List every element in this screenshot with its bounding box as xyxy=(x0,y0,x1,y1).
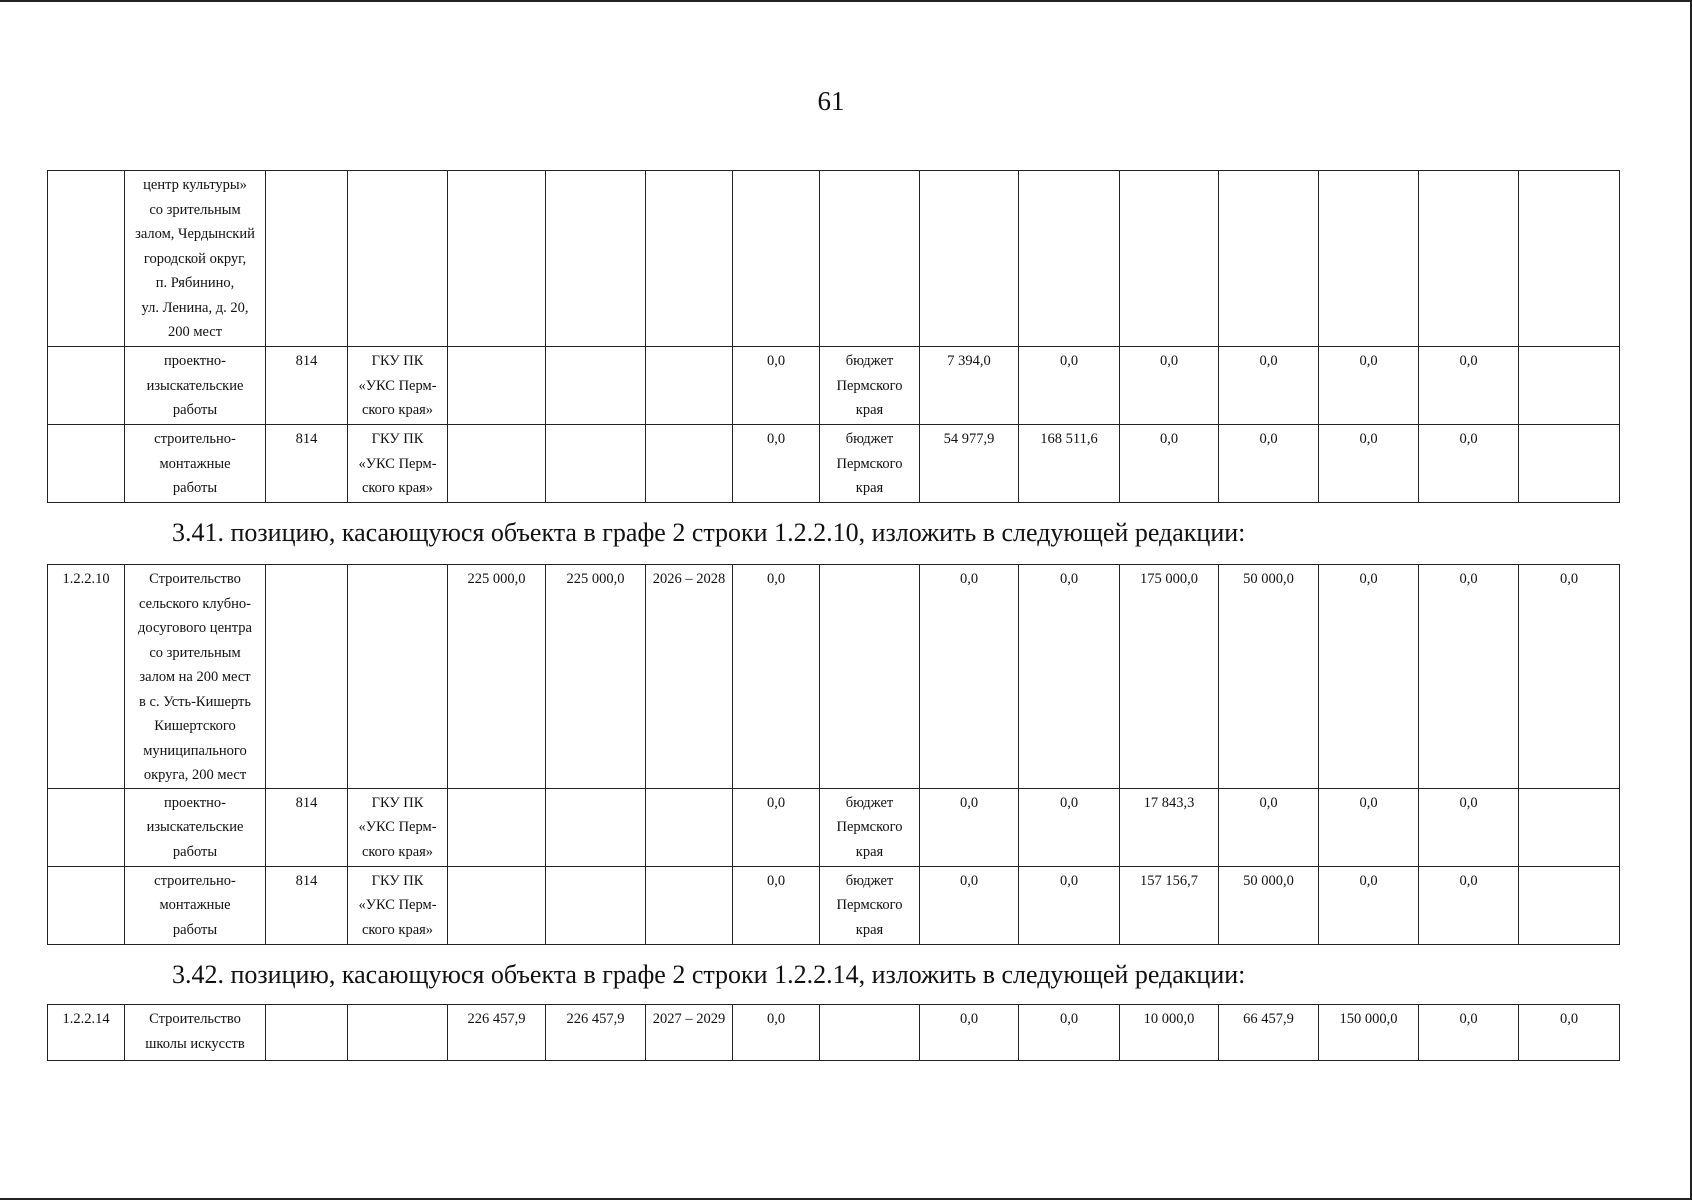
cell-text: 0,0 xyxy=(766,571,786,587)
table-cell-col-1 xyxy=(48,565,125,789)
cell-text: Строительство сельского клубно- досугового центра со зрительным залом на 200 мест в с. Усть-Кишерть Кишертского муниципального округа, 200 мест xyxy=(138,571,252,783)
table-cell-col-2 xyxy=(125,171,266,347)
table-cell-col-4 xyxy=(348,788,448,866)
table-cell-col-13 xyxy=(1219,565,1319,789)
cell-text: ГКУ ПК «УКС Перм- ского края» xyxy=(358,431,437,496)
cell-text: 150 000,0 xyxy=(1339,1011,1398,1027)
cell-text: 0,0 xyxy=(766,794,786,811)
table-cell-col-8 xyxy=(733,788,820,866)
cell-text: 50 000,0 xyxy=(1243,872,1294,889)
table-cell-col-16 xyxy=(1519,1005,1620,1061)
table-cell-col-12 xyxy=(1120,425,1219,503)
table-cell-col-12 xyxy=(1120,565,1219,789)
table-cell-col-5 xyxy=(448,425,546,503)
cell-text: 0,0 xyxy=(1359,353,1378,369)
table-cell-col-2 xyxy=(125,1005,266,1061)
table-cell-col-12 xyxy=(1120,788,1219,866)
cell-text: 0,0 xyxy=(1459,431,1478,447)
table-cell-col-11 xyxy=(1019,425,1120,503)
table-cell-col-12 xyxy=(1120,347,1219,425)
cell-text: 0,0 xyxy=(1059,794,1079,811)
table-cell-col-9 xyxy=(820,171,920,347)
table-cell-col-10 xyxy=(920,171,1019,347)
cell-text: бюджет Пермского края xyxy=(836,431,903,496)
cell-text: 0,0 xyxy=(1059,872,1079,889)
table-continuation xyxy=(47,170,1620,503)
table-cell-col-14 xyxy=(1319,565,1419,789)
table-cell-col-16 xyxy=(1519,425,1620,503)
cell-text: 0,0 xyxy=(1459,353,1478,369)
table-1-2-2-14 xyxy=(47,1004,1620,1061)
table-cell-col-13 xyxy=(1219,788,1319,866)
table-cell-col-14 xyxy=(1319,1005,1419,1061)
table-cell-col-8 xyxy=(733,1005,820,1061)
table-cell-col-3 xyxy=(266,788,348,866)
table-cell-col-14 xyxy=(1319,425,1419,503)
table-cell-col-16 xyxy=(1519,788,1620,866)
table-cell-col-10 xyxy=(920,866,1019,944)
table-cell-col-8 xyxy=(733,866,820,944)
table-cell-col-2 xyxy=(125,866,266,944)
table-cell-col-12 xyxy=(1120,171,1219,347)
cell-text: 2027 – 2029 xyxy=(652,1011,726,1027)
table-cell-col-11 xyxy=(1019,347,1120,425)
table-cell-col-9 xyxy=(820,866,920,944)
table-cell-col-4 xyxy=(348,171,448,347)
table-cell-col-4 xyxy=(348,1005,448,1061)
table-cell-col-6 xyxy=(546,788,646,866)
cell-text: 814 xyxy=(295,794,318,811)
page-border-top xyxy=(0,0,1692,2)
cell-text: 226 457,9 xyxy=(566,1011,625,1027)
cell-text: ГКУ ПК «УКС Перм- ского края» xyxy=(358,353,437,418)
cell-text: 168 511,6 xyxy=(1040,431,1098,447)
table-cell-col-10 xyxy=(920,565,1019,789)
cell-text: 225 000,0 xyxy=(467,571,526,587)
cell-text: 0,0 xyxy=(766,872,786,889)
table-cell-col-2 xyxy=(125,788,266,866)
table-1-2-2-10 xyxy=(47,564,1620,945)
cell-text: 175 000,0 xyxy=(1140,571,1198,587)
cell-text: 814 xyxy=(295,872,318,889)
table-cell-col-4 xyxy=(348,565,448,789)
table-cell-col-10 xyxy=(920,425,1019,503)
cell-text: 0,0 xyxy=(1459,794,1478,811)
table-cell-col-3 xyxy=(266,1005,348,1061)
table-cell-col-11 xyxy=(1019,565,1120,789)
cell-text: 0,0 xyxy=(959,872,979,889)
table-row xyxy=(48,171,1620,347)
table-cell-col-6 xyxy=(546,1005,646,1061)
table-cell-col-15 xyxy=(1419,171,1519,347)
table-cell-col-7 xyxy=(646,866,733,944)
cell-text: бюджет Пермского края xyxy=(836,794,903,860)
cell-text: 814 xyxy=(295,431,318,447)
table-cell-col-12 xyxy=(1120,1005,1219,1061)
cell-text: 17 843,3 xyxy=(1143,794,1195,811)
table-cell-col-5 xyxy=(448,866,546,944)
table-row xyxy=(48,565,1620,789)
table-cell-col-15 xyxy=(1419,565,1519,789)
table-cell-col-15 xyxy=(1419,1005,1519,1061)
table-cell-col-3 xyxy=(266,866,348,944)
cell-text: 1.2.2.14 xyxy=(62,1011,110,1027)
cell-text: 0,0 xyxy=(1359,571,1378,587)
cell-text: 0,0 xyxy=(1459,1011,1478,1027)
table-cell-col-14 xyxy=(1319,171,1419,347)
table-cell-col-7 xyxy=(646,788,733,866)
table-cell-col-16 xyxy=(1519,565,1620,789)
cell-text: 0,0 xyxy=(766,1011,786,1027)
table-cell-col-3 xyxy=(266,347,348,425)
table-cell-col-6 xyxy=(546,347,646,425)
cell-text: 0,0 xyxy=(766,353,786,369)
table-cell-col-6 xyxy=(546,425,646,503)
table-cell-col-13 xyxy=(1219,425,1319,503)
table-cell-col-8 xyxy=(733,565,820,789)
table-cell-col-7 xyxy=(646,1005,733,1061)
table-cell-col-3 xyxy=(266,425,348,503)
table-cell-col-3 xyxy=(266,565,348,789)
cell-text: 1.2.2.10 xyxy=(62,571,110,587)
cell-text: 0,0 xyxy=(1259,431,1278,447)
cell-text: строительно- монтажные работы xyxy=(154,872,236,938)
table-cell-col-15 xyxy=(1419,347,1519,425)
cell-text: 0,0 xyxy=(1559,571,1579,587)
page-number: 61 xyxy=(817,86,845,116)
table-cell-col-8 xyxy=(733,425,820,503)
table-cell-col-2 xyxy=(125,565,266,789)
cell-text: 814 xyxy=(295,353,318,369)
table-cell-col-7 xyxy=(646,425,733,503)
table-cell-col-15 xyxy=(1419,425,1519,503)
table-cell-col-12 xyxy=(1120,866,1219,944)
table-cell-col-9 xyxy=(820,565,920,789)
cell-text: 0,0 xyxy=(1059,353,1079,369)
table-cell-col-2 xyxy=(125,425,266,503)
cell-text: 226 457,9 xyxy=(467,1011,526,1027)
heading-3-41: 3.41. позицию, касающуюся объекта в графе 2 строки 1.2.2.10, изложить в следующей редакции: xyxy=(172,518,1246,547)
table-cell-col-9 xyxy=(820,347,920,425)
table-cell-col-11 xyxy=(1019,788,1120,866)
cell-text: ГКУ ПК «УКС Перм- ского края» xyxy=(358,794,437,860)
cell-text: 0,0 xyxy=(766,431,786,447)
table-cell-col-15 xyxy=(1419,866,1519,944)
cell-text: Строительство школы искусств xyxy=(145,1011,245,1052)
cell-text: 50 000,0 xyxy=(1243,571,1294,587)
cell-text: 7 394,0 xyxy=(947,353,991,369)
table-row xyxy=(48,866,1620,944)
cell-text: 0,0 xyxy=(1159,353,1179,369)
cell-text: центр культуры» со зрительным залом, Чердынский городской округ, п. Рябинино, ул. Ленина, д. 20, 200 мест xyxy=(135,177,255,340)
table-row xyxy=(48,425,1620,503)
table-cell-col-11 xyxy=(1019,171,1120,347)
cell-text: 0,0 xyxy=(1559,1011,1579,1027)
table-cell-col-7 xyxy=(646,347,733,425)
table-cell-col-9 xyxy=(820,425,920,503)
table-cell-col-5 xyxy=(448,171,546,347)
table-row xyxy=(48,1005,1620,1061)
cell-text: 0,0 xyxy=(1359,872,1378,889)
table-cell-col-4 xyxy=(348,425,448,503)
cell-text: 0,0 xyxy=(1059,571,1079,587)
table-cell-col-10 xyxy=(920,788,1019,866)
table-cell-col-5 xyxy=(448,565,546,789)
cell-text: 225 000,0 xyxy=(566,571,625,587)
table-cell-col-1 xyxy=(48,171,125,347)
table-cell-col-5 xyxy=(448,347,546,425)
cell-text: 0,0 xyxy=(1259,353,1278,369)
table-cell-col-5 xyxy=(448,1005,546,1061)
table-row xyxy=(48,347,1620,425)
table-cell-col-8 xyxy=(733,171,820,347)
table-cell-col-14 xyxy=(1319,866,1419,944)
table-cell-col-9 xyxy=(820,788,920,866)
cell-text: 0,0 xyxy=(1359,431,1378,447)
table-cell-col-6 xyxy=(546,866,646,944)
table-cell-col-14 xyxy=(1319,788,1419,866)
table-cell-col-1 xyxy=(48,347,125,425)
table-cell-col-1 xyxy=(48,1005,125,1061)
table-cell-col-10 xyxy=(920,1005,1019,1061)
cell-text: 0,0 xyxy=(959,1011,979,1027)
table-cell-col-9 xyxy=(820,1005,920,1061)
cell-text: 0,0 xyxy=(1359,794,1378,811)
table-cell-col-3 xyxy=(266,171,348,347)
cell-text: 66 457,9 xyxy=(1243,1011,1294,1027)
cell-text: бюджет Пермского края xyxy=(836,872,903,938)
table-cell-col-6 xyxy=(546,171,646,347)
table-cell-col-16 xyxy=(1519,171,1620,347)
table-row xyxy=(48,788,1620,866)
table-cell-col-7 xyxy=(646,171,733,347)
table-cell-col-13 xyxy=(1219,171,1319,347)
cell-text: 157 156,7 xyxy=(1140,872,1198,889)
table-cell-col-11 xyxy=(1019,866,1120,944)
cell-text: ГКУ ПК «УКС Перм- ского края» xyxy=(358,872,437,938)
table-cell-col-1 xyxy=(48,788,125,866)
table-cell-col-11 xyxy=(1019,1005,1120,1061)
table-cell-col-14 xyxy=(1319,347,1419,425)
cell-text: 0,0 xyxy=(1459,571,1478,587)
cell-text: 54 977,9 xyxy=(943,431,995,447)
heading-3-42: 3.42. позицию, касающуюся объекта в графе 2 строки 1.2.2.14, изложить в следующей редакции: xyxy=(172,960,1246,989)
table-cell-col-16 xyxy=(1519,866,1620,944)
table-cell-col-4 xyxy=(348,866,448,944)
table-cell-col-13 xyxy=(1219,1005,1319,1061)
table-cell-col-6 xyxy=(546,565,646,789)
cell-text: 0,0 xyxy=(1459,872,1478,889)
cell-text: 10 000,0 xyxy=(1143,1011,1195,1027)
cell-text: 0,0 xyxy=(959,794,979,811)
cell-text: 0,0 xyxy=(959,571,979,587)
cell-text: проектно- изыскательские работы xyxy=(146,353,244,418)
cell-text: 0,0 xyxy=(1259,794,1278,811)
table-cell-col-8 xyxy=(733,347,820,425)
table-cell-col-2 xyxy=(125,347,266,425)
table-cell-col-4 xyxy=(348,347,448,425)
table-cell-col-1 xyxy=(48,425,125,503)
table-cell-col-15 xyxy=(1419,788,1519,866)
table-cell-col-16 xyxy=(1519,347,1620,425)
cell-text: проектно- изыскательские работы xyxy=(146,794,244,860)
table-cell-col-1 xyxy=(48,866,125,944)
cell-text: 0,0 xyxy=(1059,1011,1079,1027)
table-cell-col-13 xyxy=(1219,866,1319,944)
cell-text: 0,0 xyxy=(1159,431,1179,447)
table-cell-col-10 xyxy=(920,347,1019,425)
cell-text: бюджет Пермского края xyxy=(836,353,903,418)
cell-text: строительно- монтажные работы xyxy=(154,431,236,496)
table-cell-col-7 xyxy=(646,565,733,789)
table-cell-col-13 xyxy=(1219,347,1319,425)
table-cell-col-5 xyxy=(448,788,546,866)
cell-text: 2026 – 2028 xyxy=(652,571,726,587)
